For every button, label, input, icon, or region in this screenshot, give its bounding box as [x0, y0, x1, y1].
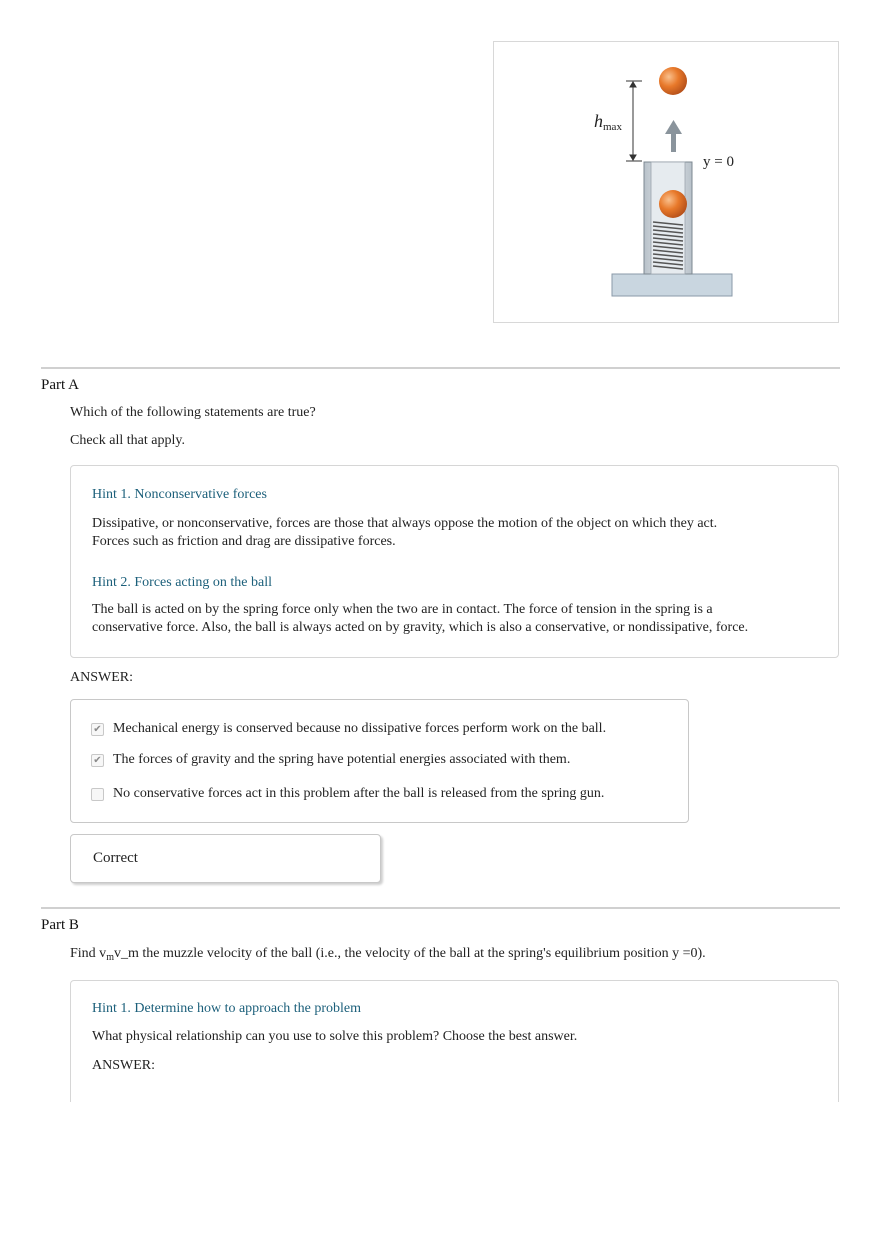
- part-b-hint-1-body: What physical relationship can you use to solve this problem? Choose the best answer.: [92, 1029, 578, 1044]
- part-b-question-rest: v_m the muzzle velocity of the ball (i.e., the velocity of the ball at the spring's equilibrium position y =0).: [113, 946, 706, 961]
- hint-1-line-1: Dissipative, or nonconservative, forces are those that always oppose the motion of the object on which they act.: [92, 516, 718, 531]
- part-a-hints-panel: [70, 465, 839, 658]
- part-a-question: Which of the following statements are true?: [70, 405, 316, 420]
- part-b-hint-1-answer-label: ANSWER:: [92, 1058, 155, 1073]
- choice-3-checkbox[interactable]: [91, 788, 104, 801]
- part-b-question-prefix: Find v: [70, 946, 107, 961]
- choice-1-checkbox[interactable]: ✔: [91, 723, 104, 736]
- section-divider: [41, 367, 840, 369]
- part-a-answer-label: ANSWER:: [70, 670, 133, 685]
- choice-2-checkbox[interactable]: ✔: [91, 754, 104, 767]
- hmax-label: h: [594, 111, 603, 131]
- hint-1-body: [92, 515, 792, 551]
- choice-1-label: Mechanical energy is conserved because no dissipative forces perform work on the ball.: [113, 721, 607, 736]
- ball-at-max-height: [659, 67, 687, 95]
- y-zero-label: y = 0: [703, 154, 734, 170]
- choice-3-label: No conservative forces act in this problem after the ball is released from the spring gun.: [113, 786, 605, 801]
- part-b-question-subscript: m: [106, 952, 114, 963]
- part-b-hint-panel: [70, 980, 839, 1102]
- part-a-instruction: Check all that apply.: [70, 433, 185, 448]
- result-feedback-text: Correct: [93, 850, 138, 866]
- spring-gun-diagram: [494, 42, 840, 324]
- hint-2-line-1: The ball is acted on by the spring force only when the two are in contact. The force of tension in the spring is a: [92, 602, 713, 617]
- part-b-hint-1-title[interactable]: Hint 1. Determine how to approach the problem: [92, 1001, 362, 1016]
- hint-1-line-2: Forces such as friction and drag are dissipative forces.: [92, 534, 396, 549]
- part-a-answer-box: [70, 699, 689, 823]
- hint-2-body: [92, 601, 792, 637]
- hint-2-line-2: conservative force. Also, the ball is always acted on by gravity, which is also a conservative, or nondissipative, force.: [92, 620, 749, 635]
- spring-gun-figure: [493, 41, 839, 323]
- ball-in-tube: [659, 190, 687, 218]
- choice-2-label: The forces of gravity and the spring have potential energies associated with them.: [113, 752, 571, 767]
- hmax-dimension-line: [626, 81, 642, 161]
- up-arrow-icon: [665, 120, 682, 152]
- part-b-title: Part B: [41, 917, 79, 933]
- section-divider: [41, 907, 840, 909]
- base-plate: [612, 274, 732, 296]
- hint-1-title[interactable]: Hint 1. Nonconservative forces: [92, 487, 267, 502]
- result-feedback-box: [70, 834, 381, 883]
- hmax-label-subscript: max: [603, 121, 622, 133]
- hint-2-title[interactable]: Hint 2. Forces acting on the ball: [92, 575, 273, 590]
- part-a-title: Part A: [41, 377, 79, 393]
- part-b-question: [70, 946, 706, 963]
